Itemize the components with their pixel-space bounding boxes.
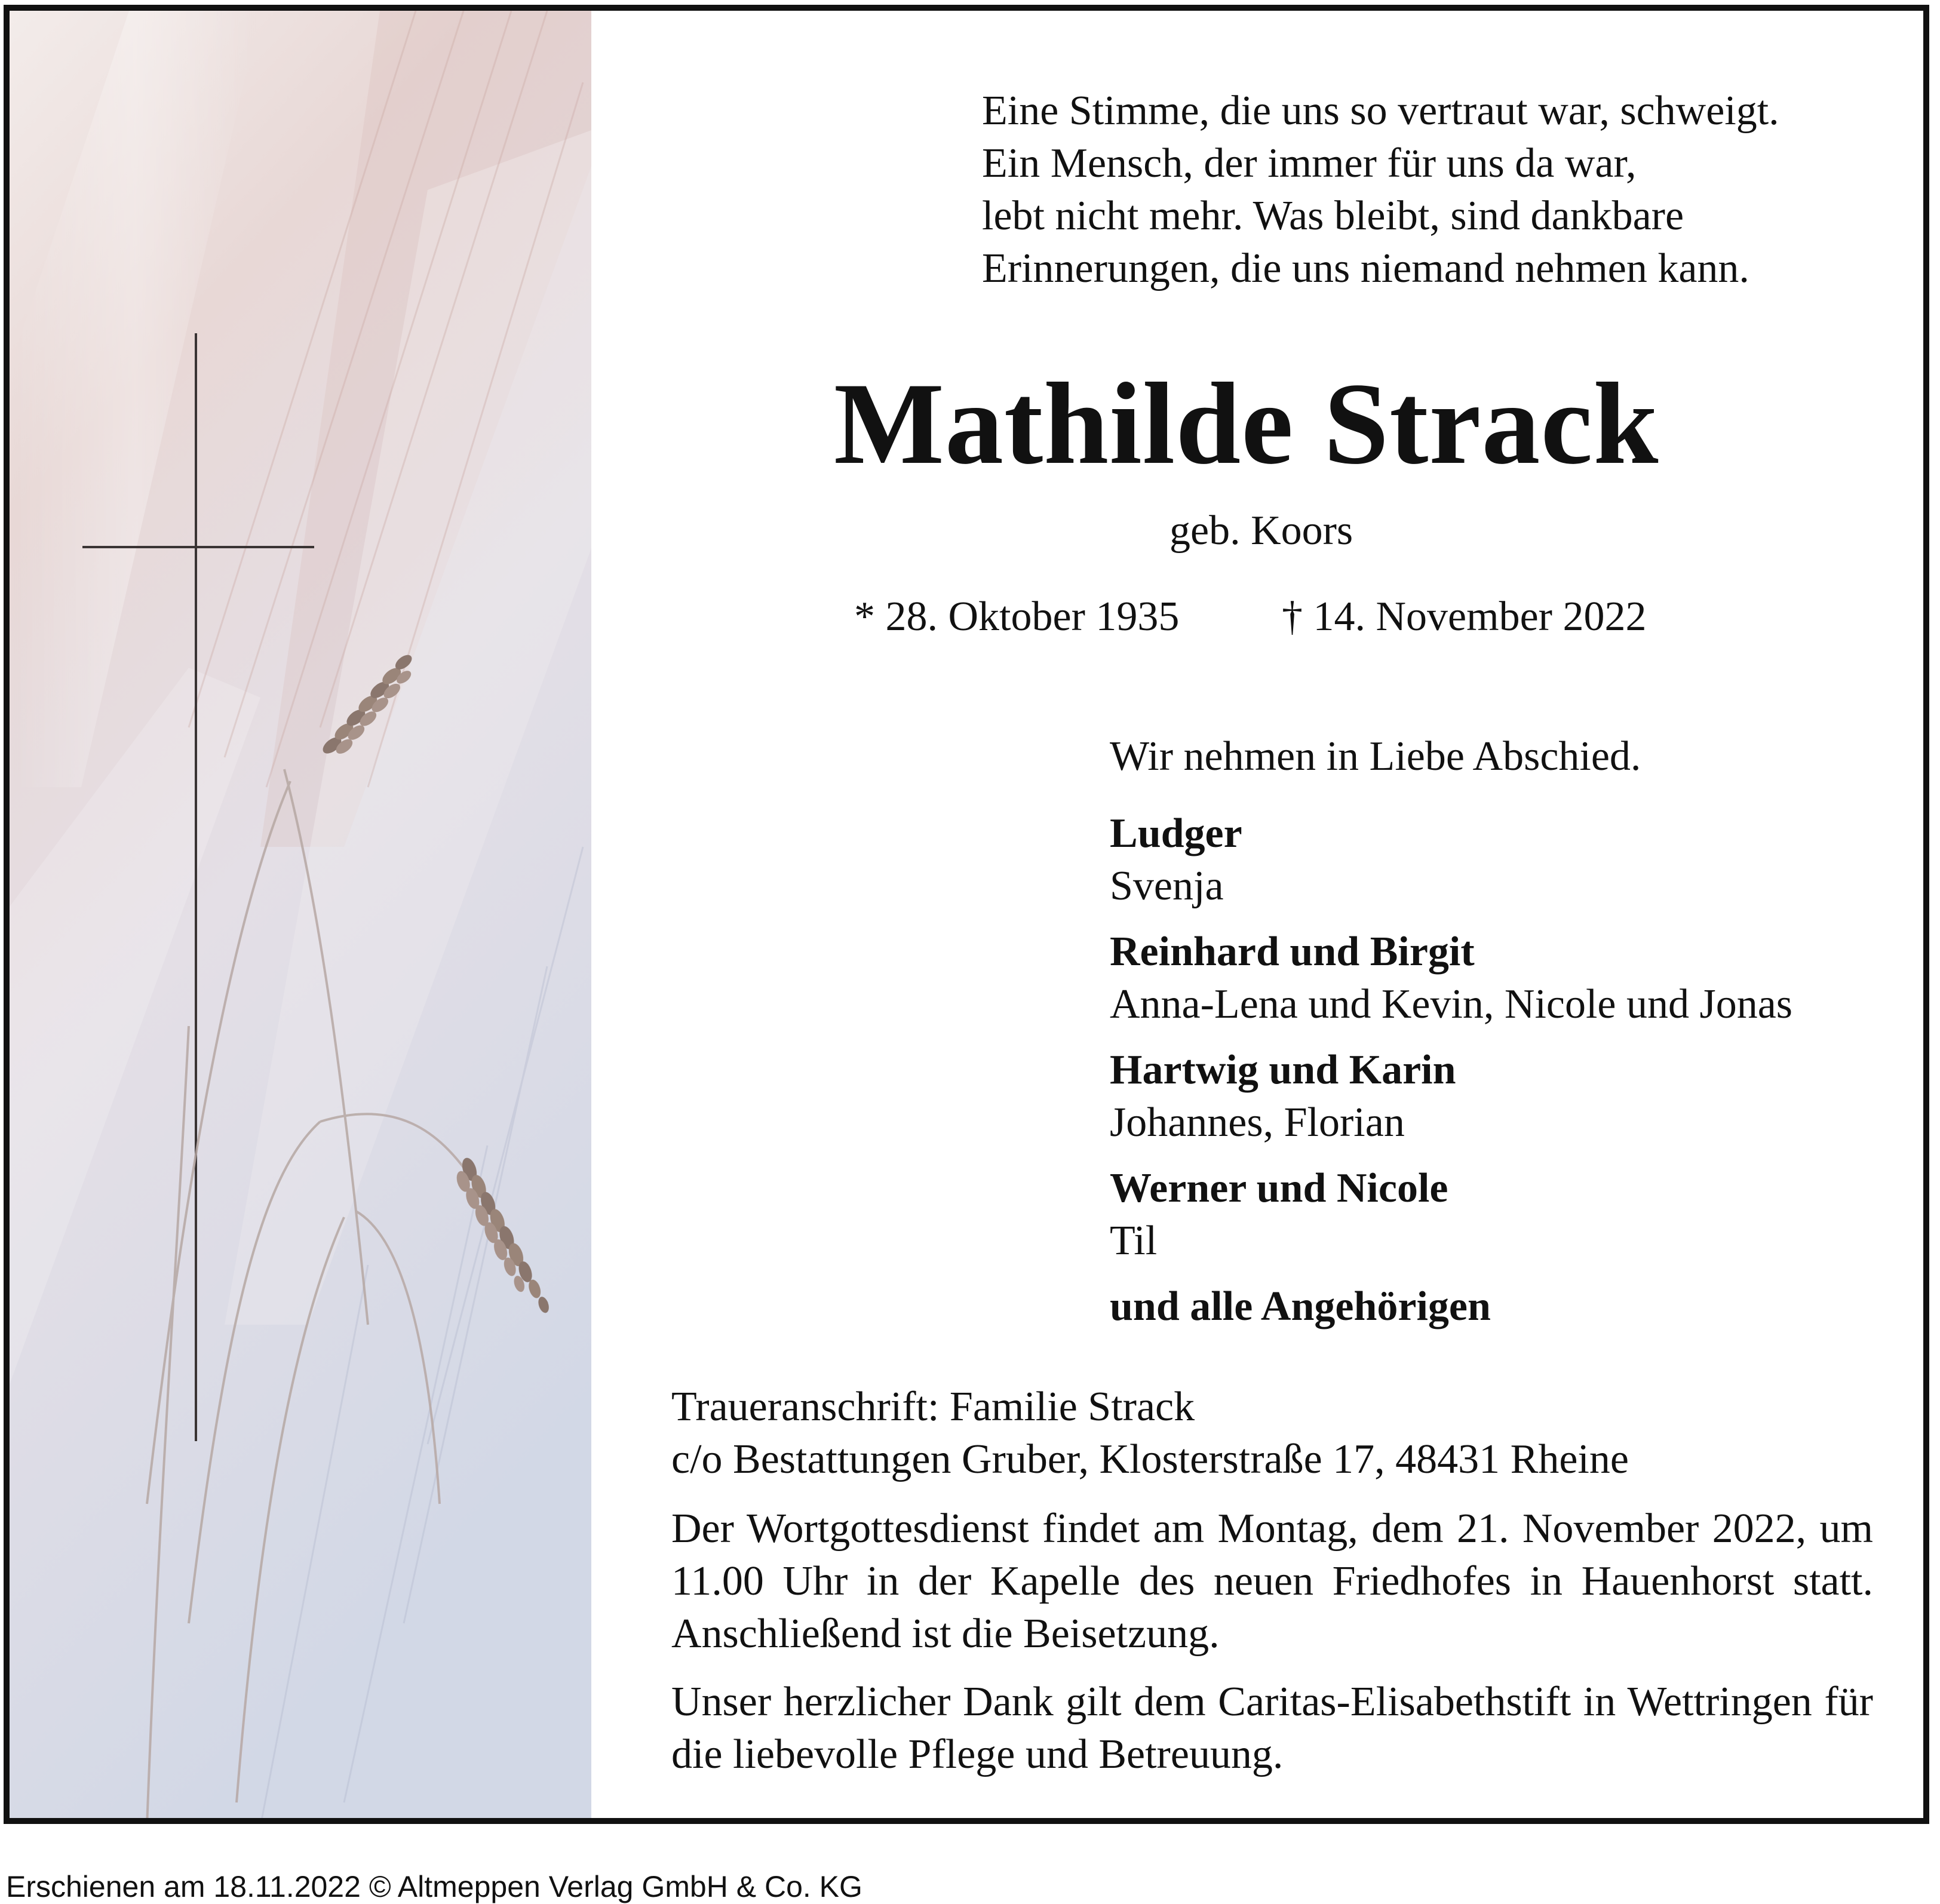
mourner-lead: Werner und Nicole [1110, 1165, 1448, 1211]
mourner-lead: Ludger [1110, 810, 1242, 856]
motto-verse [982, 85, 1779, 295]
mourner-lead: Hartwig und Karin [1110, 1047, 1456, 1093]
obituary-frame [4, 5, 1929, 1824]
mourner-sub: Anna-Lena und Kevin, Nicole und Jonas [1110, 981, 1793, 1027]
farewell-line: Wir nehmen in Liebe Abschied. [1110, 733, 1641, 779]
mourner-sub: Svenja [1110, 863, 1224, 909]
mourner-group [1110, 926, 1792, 1031]
motto-line: Eine Stimme, die uns so vertraut war, schweigt. [982, 88, 1779, 134]
decorative-photo-panel [10, 11, 591, 1818]
maiden-name: geb. Koors [1169, 508, 1353, 554]
mourner-sub: Johannes, Florian [1110, 1100, 1405, 1146]
motto-line: lebt nicht mehr. Was bleibt, sind dankbare [982, 193, 1684, 239]
address-line: c/o Bestattungen Gruber, Klosterstraße 17, 48431 Rheine [671, 1436, 1629, 1482]
motto-line: Ein Mensch, der immer für uns da war, [982, 140, 1637, 186]
mourner-group [1110, 807, 1792, 913]
deceased-name: Mathilde Strack [834, 359, 1659, 489]
mourner-sub: Til [1110, 1218, 1158, 1264]
wheat-and-cross-illustration [10, 11, 591, 1818]
mourner-lead: Reinhard und Birgit [1110, 929, 1475, 975]
relatives-line: und alle Angehörigen [1110, 1283, 1491, 1329]
motto-line: Erinnerungen, die uns niemand nehmen kann. [982, 245, 1749, 291]
thanks-note: Unser herzlicher Dank gilt dem Caritas-Elisabethstift in Wettringen für die liebevolle Pflege und Betreuung. [671, 1679, 1873, 1777]
publication-footer: Erschienen am 18.11.2022 © Altmeppen Verlag GmbH & Co. KG [6, 1870, 862, 1903]
mourner-group [1110, 1044, 1792, 1149]
service-info: Der Wortgottesdienst findet am Montag, dem 21. November 2022, um 11.00 Uhr in der Kapelle des neuen Friedhofes in Hauenhorst statt. Anschließend ist die Beisetzung. [671, 1506, 1873, 1657]
mourners-list [1110, 807, 1792, 1333]
birth-date: * 28. Oktober 1935 [854, 594, 1180, 640]
death-date: † 14. November 2022 [1282, 594, 1647, 640]
mourner-group [1110, 1162, 1792, 1267]
address-line: Traueranschrift: Familie Strack [671, 1384, 1195, 1430]
mourning-address [671, 1381, 1873, 1486]
